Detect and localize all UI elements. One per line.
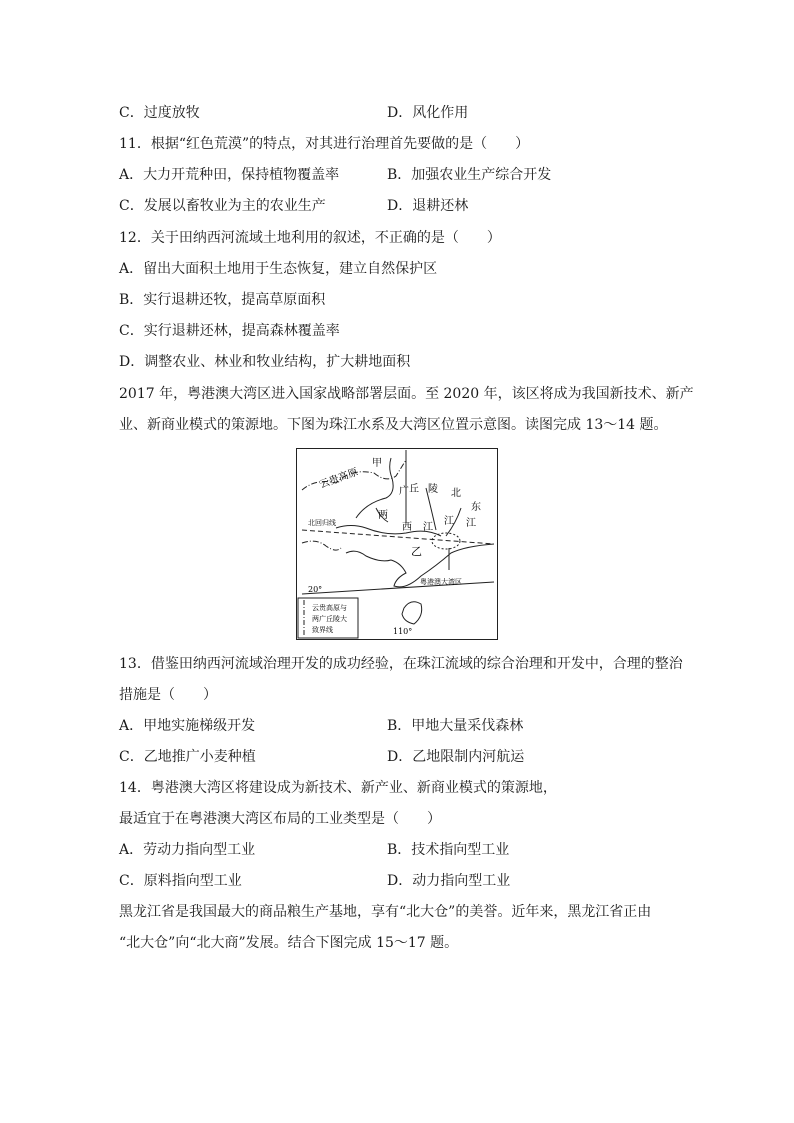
q12-stem: 12．关于田纳西河流域土地利用的叙述，不正确的是（ ）	[119, 230, 501, 246]
q10-option-d: D．风化作用	[387, 105, 469, 121]
q13-option-a: A．甲地实施梯级开发	[119, 718, 256, 734]
map-label-bay: 粤港澳大湾区	[420, 578, 462, 586]
legend-text-3: 致界线	[312, 626, 333, 634]
q14-option-a: A．劳动力指向型工业	[119, 842, 256, 858]
legend-text-1: 云贵高原与	[312, 604, 347, 612]
map-label-lon-110: 110°	[393, 627, 413, 636]
q12-option-a: A．留出大面积土地用于生态恢复，建立自然保护区	[119, 261, 438, 277]
q11-option-c: C．发展以畜牧业为主的农业生产	[119, 198, 326, 214]
map-label-guang: 广	[399, 486, 409, 497]
passage1-line1: 2017 年，粤港澳大湾区进入国家战略部署层面。至 2020 年，该区将成为我国新技术、新产	[119, 386, 694, 402]
q11-stem: 11．根据“红色荒漠”的特点，对其进行治理首先要做的是（ ）	[119, 136, 530, 152]
q10-option-c: C．过度放牧	[119, 105, 200, 121]
q12-option-c: C．实行退耕还林，提高森林覆盖率	[119, 323, 340, 339]
q13-option-d: D．乙地限制内河航运	[387, 749, 525, 765]
map-label-tropic: 北回归线	[308, 519, 336, 527]
map-label-jiang-3: 江	[466, 518, 476, 529]
map-label-yungui: 云贵高原	[318, 466, 360, 491]
q14-stem-line2: 最适宜于在粤港澳大湾区布局的工业类型是（ ）	[119, 811, 441, 827]
pearl-river-map	[296, 448, 498, 640]
q13-option-b: B．甲地大量采伐森林	[387, 718, 524, 734]
q11-option-a: A．大力开荒种田，保持植物覆盖率	[119, 167, 340, 183]
map-label-jiang-1: 江	[423, 522, 433, 533]
q14-option-c: C．原料指向型工业	[119, 873, 242, 889]
map-label-bei: 北	[451, 488, 461, 499]
q14-option-d: D．动力指向型工业	[387, 873, 511, 889]
q11-option-b: B．加强农业生产综合开发	[387, 167, 552, 183]
q13-stem-line1: 13．借鉴田纳西河流域治理开发的成功经验，在珠江流域的综合治理和开发中，合理的整治	[119, 656, 683, 672]
q11-option-d: D．退耕还林	[387, 198, 469, 214]
map-label-ling: 陵	[428, 484, 438, 495]
map-label-xi: 西	[402, 522, 412, 533]
map-label-qiu: 丘	[409, 484, 419, 495]
map-label-lat-20: 20°	[308, 585, 323, 594]
passage2-line1: 黑龙江省是我国最大的商品粮生产基地，享有“北大仓”的美誉。近年来，黑龙江省正由	[119, 904, 652, 920]
q13-stem-line2: 措施是（ ）	[119, 687, 217, 703]
map-label-liang: 两	[378, 510, 388, 521]
map-label-dong: 东	[471, 502, 481, 513]
q13-option-c: C．乙地推广小麦种植	[119, 749, 256, 765]
q14-stem-line1: 14．粤港澳大湾区将建设成为新技术、新产业、新商业模式的策源地，	[119, 780, 557, 796]
q12-option-d: D．调整农业、林业和牧业结构，扩大耕地面积	[119, 354, 411, 370]
q12-option-b: B．实行退耕还牧，提高草原面积	[119, 292, 326, 308]
map-label-jiang-2: 江	[444, 516, 454, 527]
map-label-yi: 乙	[411, 545, 422, 558]
map-label-jia: 甲	[372, 458, 382, 469]
q14-option-b: B．技术指向型工业	[387, 842, 510, 858]
passage2-line2: “北大仓”向“北大商”发展。结合下图完成 15～17 题。	[119, 935, 459, 951]
legend-text-2: 两广丘陵大	[312, 615, 347, 623]
map-figure	[296, 448, 498, 640]
passage1-line2: 业、新商业模式的策源地。下图为珠江水系及大湾区位置示意图。读图完成 13～14 题。	[119, 417, 668, 433]
